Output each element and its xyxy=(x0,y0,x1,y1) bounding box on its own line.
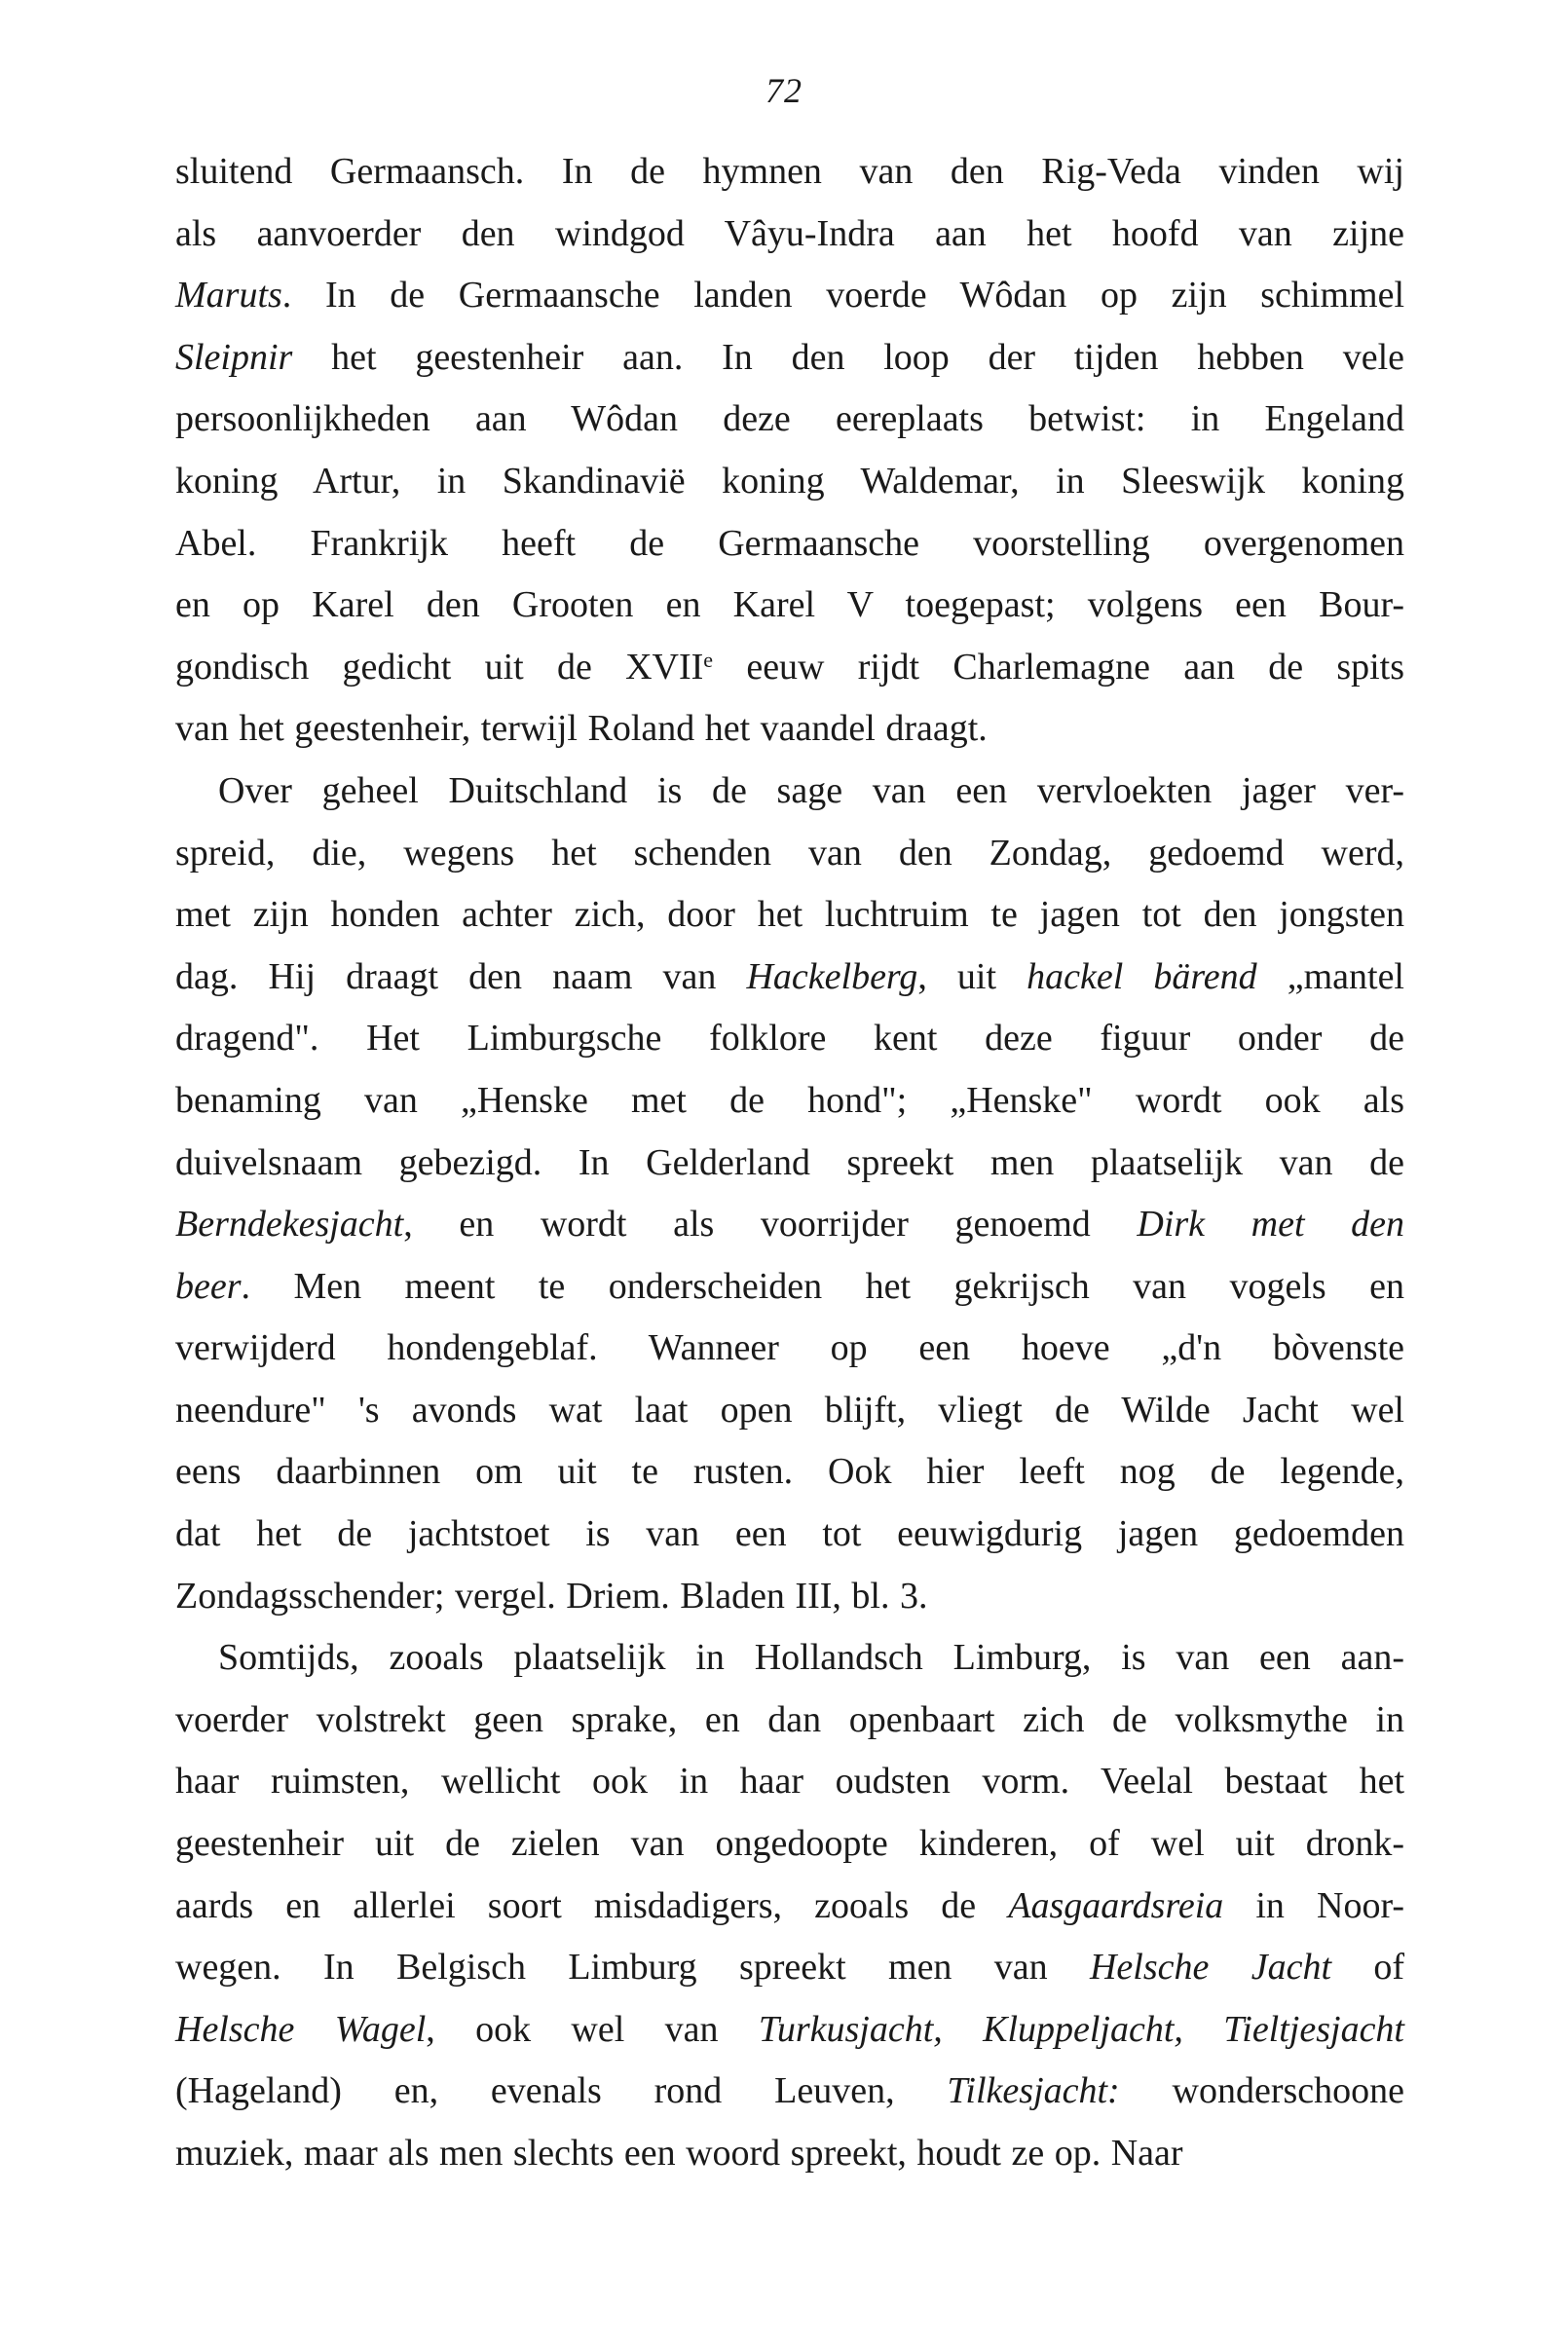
text-run: eens daarbinnen om uit te rusten. Ook hier leeft nog de legende, xyxy=(175,1451,1404,1493)
text-run: duivelsnaam gebezigd. In Gelderland spreekt men plaatselijk van de xyxy=(175,1141,1404,1183)
text-run: aards en allerlei soort misdadigers, zooals de xyxy=(175,1884,1009,1926)
text-line xyxy=(175,1813,1404,1876)
italic-term: Hackelberg xyxy=(746,955,918,997)
text-run: eeuw rijdt Charlemagne aan de spits xyxy=(713,646,1405,688)
text-run: (Hageland) en, evenals rond Leuven, xyxy=(175,2070,948,2112)
text-run: of xyxy=(1331,1947,1404,1989)
italic-term: Sleipnir xyxy=(175,336,293,378)
text-line xyxy=(175,1008,1404,1070)
text-line xyxy=(175,1256,1404,1319)
text-line xyxy=(175,1690,1404,1752)
text-line xyxy=(175,2123,1404,2185)
text-run: het geestenheir aan. In den loop der tijden hebben vele xyxy=(292,336,1404,378)
italic-term: beer xyxy=(175,1265,242,1307)
italic-term: hackel bärend xyxy=(1027,955,1257,997)
italic-term: Dirk met den xyxy=(1137,1204,1405,1246)
text-run: Over geheel Duitschland is de sage van een vervloekten jager ver- xyxy=(218,769,1404,811)
text-line xyxy=(175,1751,1404,1813)
text-run: persoonlijkheden aan Wôdan deze eereplaats betwist: in Engeland xyxy=(175,398,1404,440)
text-run: neendure" 's avonds wat laat open blijft, vliegt de Wilde Jacht wel xyxy=(175,1389,1404,1431)
italic-term: Berndekesjacht xyxy=(175,1204,404,1246)
italic-term: Tilkesjacht: xyxy=(947,2070,1120,2112)
text-line xyxy=(175,1070,1404,1133)
text-line xyxy=(175,513,1404,576)
text-line xyxy=(175,141,1404,204)
text-line xyxy=(175,1380,1404,1442)
text-run: wonderschoone xyxy=(1119,2070,1404,2112)
text-run: verwijderd hondengeblaf. Wanneer op een hoeve „d'n bòvenste xyxy=(175,1327,1404,1369)
text-run: Somtijds, zooals plaatselijk in Hollandsch Limburg, is van een aan- xyxy=(218,1637,1404,1679)
italic-term: Helsche Jacht xyxy=(1089,1947,1331,1989)
text-line xyxy=(175,1318,1404,1380)
text-line xyxy=(175,1876,1404,1938)
text-line xyxy=(175,1504,1404,1566)
text-run: . Men meent te onderscheiden het gekrijsch van vogels en xyxy=(241,1265,1404,1307)
text-run: dag. Hij draagt den naam van xyxy=(175,955,747,997)
page-number: 72 xyxy=(765,71,803,110)
text-run: , ook wel van xyxy=(426,2008,759,2050)
text-run: koning Artur, in Skandinavië koning Waldemar, in Sleeswijk koning xyxy=(175,460,1404,502)
text-run: van het geestenheir, terwijl Roland het vaandel draagt. xyxy=(175,708,988,750)
text-run: gondisch gedicht uit de XVII xyxy=(175,646,704,688)
text-line xyxy=(175,327,1404,390)
text-line xyxy=(175,698,1404,761)
text-run: sluitend Germaansch. In de hymnen van den Rig-Veda vinden wij xyxy=(175,151,1404,192)
text-line xyxy=(175,204,1404,266)
text-run: Zondagsschender; vergel. Driem. Bladen III, bl. 3. xyxy=(175,1575,928,1617)
text-line xyxy=(175,451,1404,513)
text-run: Abel. Frankrijk heeft de Germaansche voorstelling overgenomen xyxy=(175,522,1404,564)
text-line xyxy=(175,884,1404,947)
italic-term: Aasgaardsreia xyxy=(1008,1884,1224,1926)
text-run: wegen. In Belgisch Limburg spreekt men van xyxy=(175,1947,1090,1989)
text-run: met zijn honden achter zich, door het luchtruim te jagen tot den jongsten xyxy=(175,894,1404,936)
text-run: haar ruimsten, wellicht ook in haar oudsten vorm. Veelal bestaat het xyxy=(175,1761,1404,1803)
text-line xyxy=(175,1441,1404,1504)
text-line xyxy=(175,1937,1404,1999)
text-run: , en wordt als voorrijder genoemd xyxy=(403,1204,1138,1246)
text-line xyxy=(175,637,1404,699)
text-line xyxy=(175,1999,1404,2062)
text-line xyxy=(175,823,1404,885)
text-line xyxy=(175,1133,1404,1195)
italic-term: Maruts xyxy=(175,275,282,316)
superscript: e xyxy=(703,647,714,672)
text-line xyxy=(175,761,1404,823)
text-run: muziek, maar als men slechts een woord spreekt, houdt ze op. Naar xyxy=(175,2133,1183,2174)
text-run: als aanvoerder den windgod Vâyu-Indra aan het hoofd van zijne xyxy=(175,212,1404,254)
text-line xyxy=(175,1194,1404,1256)
text-run: „mantel xyxy=(1256,955,1404,997)
text-line xyxy=(175,2061,1404,2123)
text-run: benaming van „Henske met de hond"; „Henske" wordt ook als xyxy=(175,1079,1404,1121)
italic-term: Helsche Wagel xyxy=(175,2008,427,2050)
text-line xyxy=(175,265,1404,327)
text-run: dragend". Het Limburgsche folklore kent deze figuur onder de xyxy=(175,1018,1404,1060)
text-line xyxy=(175,1627,1404,1690)
italic-term: Turkusjacht, Kluppeljacht, Tieltjesjacht xyxy=(758,2008,1404,2050)
body-text xyxy=(175,141,1404,2185)
paragraph xyxy=(175,141,1404,761)
paragraph xyxy=(175,761,1404,1627)
text-run: geestenheir uit de zielen van ongedoopte kinderen, of wel uit dronk- xyxy=(175,1823,1404,1865)
text-line xyxy=(175,1566,1404,1628)
text-run: . In de Germaansche landen voerde Wôdan op zijn schimmel xyxy=(281,275,1404,316)
text-run: voerder volstrekt geen sprake, en dan openbaart zich de volksmythe in xyxy=(175,1698,1404,1740)
text-line xyxy=(175,389,1404,451)
text-run: en op Karel den Grooten en Karel V toegepast; volgens een Bour- xyxy=(175,584,1404,626)
text-run: , uit xyxy=(917,955,1027,997)
text-line xyxy=(175,575,1404,637)
text-line xyxy=(175,947,1404,1009)
text-run: in Noor- xyxy=(1223,1884,1404,1926)
text-run: spreid, die, wegens het schenden van den Zondag, gedoemd werd, xyxy=(175,832,1404,874)
text-run: dat het de jachtstoet is van een tot eeuwigdurig jagen gedoemden xyxy=(175,1513,1404,1555)
paragraph xyxy=(175,1627,1404,2184)
